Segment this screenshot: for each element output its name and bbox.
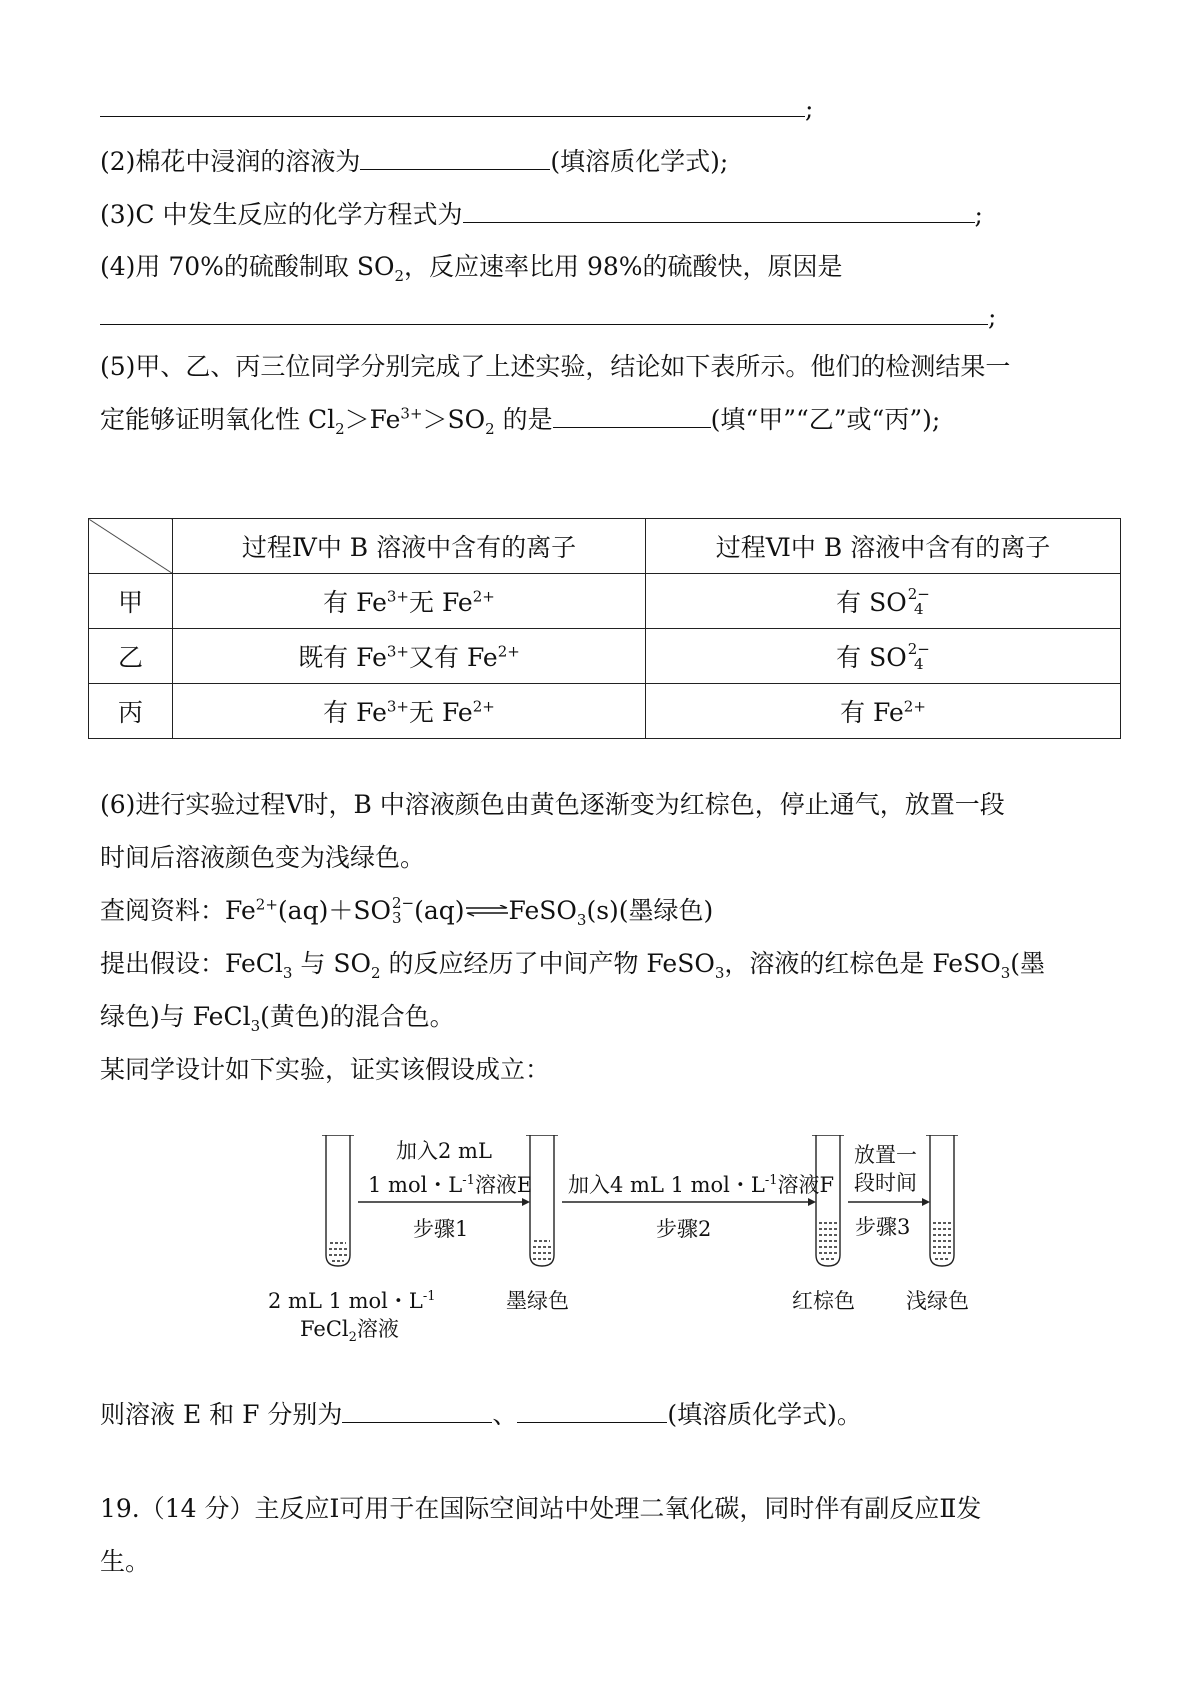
question-2: (2)棉花中浸润的溶液为 (填溶质化学式); [100, 147, 729, 176]
hypothesis-line1: 提出假设：FeCl$_3$ 与 $SO_2$ 的反应经历了中间产物 FeSO$_3$，溶液的红棕色是 FeSO$_3$(墨 [100, 949, 1046, 982]
tube2-label: 墨绿色 [506, 1289, 569, 1313]
question-4: (4)用 70%的硫酸制取 $SO_2$，反应速率比用 98%的硫酸快，原因是 [100, 252, 843, 285]
test-tube-icon [322, 1135, 354, 1266]
table-row [89, 684, 1121, 739]
step1-label-mid: 1 mol・$L^{-1}$溶液E [368, 1173, 533, 1197]
question-5-line1: (5)甲、乙、丙三位同学分别完成了上述实验，结论如下表所示。他们的检测结果一 [100, 352, 1011, 381]
step2-label: 步骤2 [656, 1217, 712, 1241]
table-row [89, 629, 1121, 684]
table-cell: 有 SO 2− 4 [646, 574, 1121, 629]
row-name: 乙 [89, 629, 173, 684]
answer-blank-q3[interactable] [463, 198, 975, 223]
answer-blank-f[interactable] [517, 1398, 667, 1423]
design-line: 某同学设计如下实验，证实该假设成立： [100, 1055, 551, 1084]
answer-line-q4: ; [100, 300, 996, 334]
table-cell: 既有 $Fe^{3+}$又有 $Fe^{2+}$ [173, 629, 646, 684]
tube4-label: 浅绿色 [906, 1289, 969, 1313]
tube3-label: 红棕色 [792, 1289, 855, 1313]
tube1-label-line2: FeCl$_2$溶液 [300, 1317, 399, 1346]
table-header-row [89, 519, 1121, 574]
question-19-line1: 19.（14 分）主反应Ⅰ可用于在国际空间站中处理二氧化碳，同时伴有副反应Ⅱ发 [100, 1494, 982, 1523]
tube1-label-line1: 2 mL 1 mol・$L^{-1}$ [268, 1289, 436, 1313]
answer-blank-e[interactable] [342, 1398, 492, 1423]
answer-line-top: ; [100, 92, 813, 126]
step3-label-top1: 放置一 [854, 1143, 917, 1167]
table-cell: 有 $Fe^{3+}$无 $Fe^{2+}$ [173, 574, 646, 629]
test-tube-icon [526, 1135, 558, 1266]
ion-table [88, 518, 1121, 739]
answer-blank-q4[interactable] [100, 300, 988, 325]
diagonal-cell [89, 519, 173, 574]
table-row [89, 574, 1121, 629]
row-name: 甲 [89, 574, 173, 629]
step1-label: 步骤1 [413, 1217, 469, 1241]
test-tube-icon [926, 1135, 958, 1266]
test-tube-icon [812, 1135, 844, 1266]
question-19-line2: 生。 [100, 1547, 151, 1576]
row-name: 丙 [89, 684, 173, 739]
question-6-line1: (6)进行实验过程Ⅴ时，B 中溶液颜色由黄色逐渐变为红棕色，停止通气，放置一段 [100, 790, 1005, 819]
table-cell: 有 SO 2− 4 [646, 629, 1121, 684]
answer-blank[interactable] [100, 92, 805, 117]
step2-label-top: 加入4 mL 1 mol・$L^{-1}$溶液F [568, 1173, 835, 1197]
table-header: 过程Ⅳ中 B 溶液中含有的离子 [173, 519, 646, 574]
answer-blank-q5[interactable] [553, 403, 711, 428]
experiment-diagram [258, 1135, 1008, 1355]
answer-blank-q2[interactable] [360, 145, 550, 170]
hypothesis-line2: 绿色)与 FeCl$_3$(黄色)的混合色。 [100, 1002, 455, 1035]
table-header: 过程Ⅵ中 B 溶液中含有的离子 [646, 519, 1121, 574]
reference-data: 查阅资料：$Fe^{2+}(aq)+SO$ 2− 3 (aq) FeSO$_3$(s)(墨绿色) [100, 893, 714, 929]
question-3: (3)C 中发生反应的化学方程式为 ; [100, 200, 983, 229]
step3-label-top2: 段时间 [854, 1171, 917, 1195]
table-cell: 有 $Fe^{3+}$无 $Fe^{2+}$ [173, 684, 646, 739]
equilibrium-arrow-icon [465, 905, 509, 917]
question-6-line2: 时间后溶液颜色变为浅绿色。 [100, 843, 426, 872]
question-6-answer: 则溶液 E 和 F 分别为 、 (填溶质化学式)。 [100, 1400, 862, 1429]
step1-label-top: 加入2 mL [396, 1139, 492, 1163]
table-cell: 有 $Fe^{2+}$ [646, 684, 1121, 739]
question-5-line2: 定能够证明氧化性 $Cl_2>Fe^{3+}>SO_2$ 的是 (填“甲”“乙”或“丙”); [100, 404, 941, 438]
step3-label: 步骤3 [855, 1215, 911, 1239]
